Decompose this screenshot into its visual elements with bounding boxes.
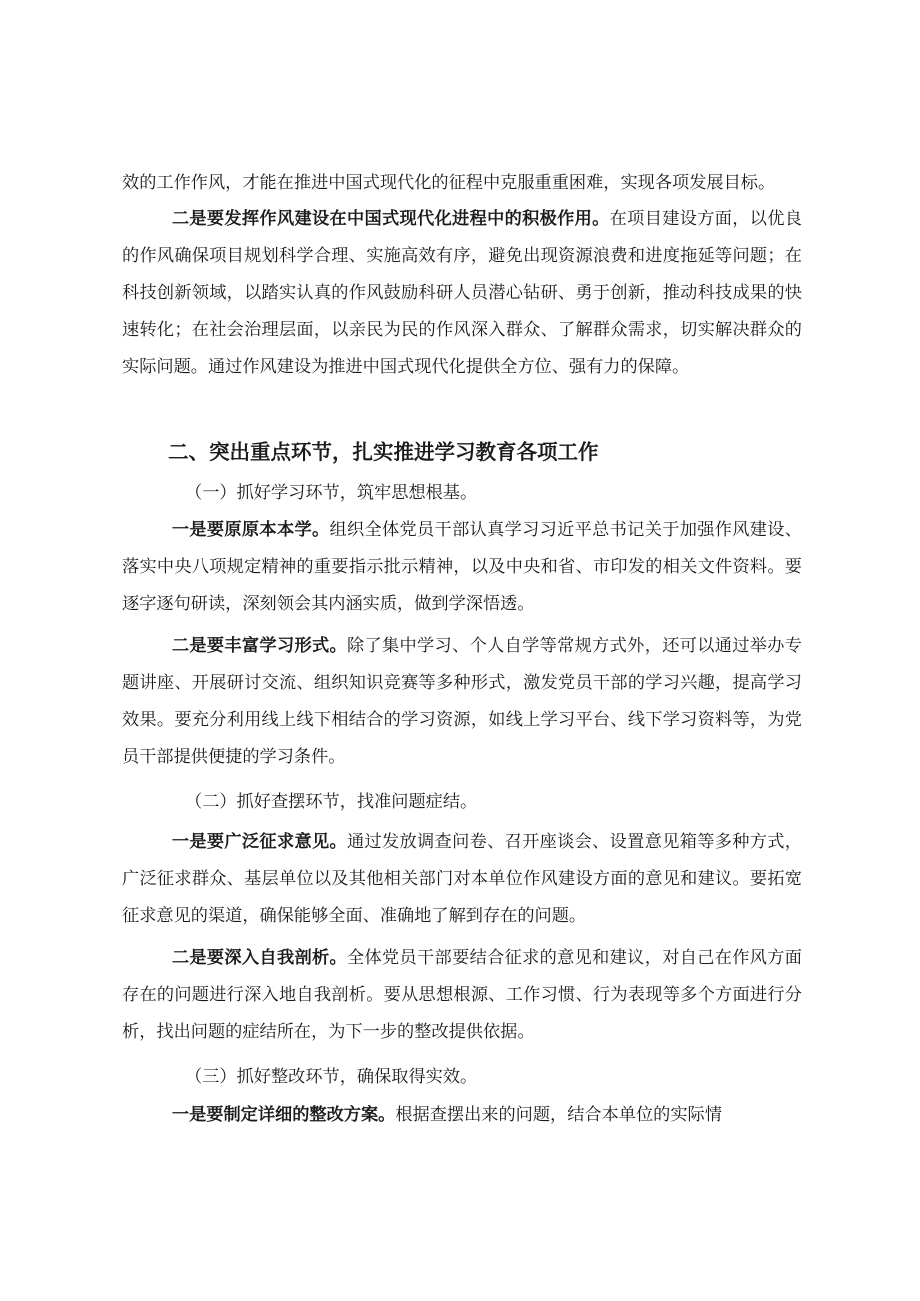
paragraph-text: 全体党员干部要结合征求的意见和建议，对自己在作风方面存在的问题进行深入地自我剖析。要从思想根源、工作习惯、行为表现等多个方面进行分析，找出问题的症结所在，为下一步的整改提供依据。: [122, 948, 802, 1042]
paragraph-rectification-plan: [122, 1097, 802, 1134]
paragraph-collect-opinions: [122, 824, 802, 935]
paragraph-lead: 一是要原原本本学。: [171, 520, 330, 540]
paragraph-lead: 一是要广泛征求意见。: [171, 832, 347, 852]
paragraph-text: 组织全体党员干部认真学习习近平总书记关于加强作风建设、落实中央八项规定精神的重要指示批示精神，以及中央和省、市印发的相关文件资料。要逐字逐句研读，深刻领会其内涵实质，做到学深悟透。: [122, 520, 802, 614]
paragraph-text: 通过发放调查问卷、召开座谈会、设置意见箱等多种方式，广泛征求群众、基层单位以及其他相关部门对本单位作风建设方面的意见和建议。要拓宽征求意见的渠道，确保能够全面、准确地了解到存在的问题。: [122, 832, 802, 926]
section-heading: 二、突出重点环节，扎实推进学习教育各项工作: [168, 440, 599, 464]
paragraph-lead: 二是要发挥作风建设在中国式现代化进程中的积极作用。: [171, 209, 610, 229]
paragraph-text: 根据查摆出来的问题，结合本单位的实际情: [395, 1105, 722, 1125]
paragraph-text: 除了集中学习、个人自学等常规方式外，还可以通过举办专题讲座、开展研讨交流、组织知识竞赛等多种形式，激发党员干部的学习兴趣，提高学习效果。要充分利用线上线下相结合的学习资源，如线上学习平台、线下学习资料等，为党员干部提供便捷的学习条件。: [122, 636, 802, 767]
paragraph-text: 效的工作作风，才能在推进中国式现代化的征程中克服重重困难，实现各项发展目标。: [122, 173, 776, 193]
subsection-heading-1: （一）抓好学习环节，筑牢思想根基。: [185, 483, 478, 503]
paragraph-lead: 二是要丰富学习形式。: [171, 636, 347, 656]
paragraph-point-2: [122, 201, 802, 386]
paragraph-continuation: [122, 165, 802, 202]
paragraph-text: 在项目建设方面，以优良的作风确保项目规划科学合理、实施高效有序，避免出现资源浪费和进度拖延等问题；在科技创新领域，以踏实认真的作风鼓励科研人员潜心钻研、勇于创新，推动科技成果的快速转化；在社会治理层面，以亲民为民的作风深入群众、了解群众需求，切实解决群众的实际问题。通过作风建设为推进中国式现代化提供全方位、强有力的保障。: [122, 209, 802, 377]
subsection-heading-3: （三）抓好整改环节，确保取得实效。: [185, 1067, 478, 1087]
paragraph-lead: 一是要制定详细的整改方案。: [171, 1105, 396, 1125]
paragraph-study-forms: [122, 628, 802, 776]
paragraph-lead: 二是要深入自我剖析。: [171, 948, 347, 968]
subsection-heading-2: （二）抓好查摆环节，找准问题症结。: [185, 792, 478, 812]
paragraph-study-original: [122, 512, 802, 623]
paragraph-self-analysis: [122, 940, 802, 1051]
